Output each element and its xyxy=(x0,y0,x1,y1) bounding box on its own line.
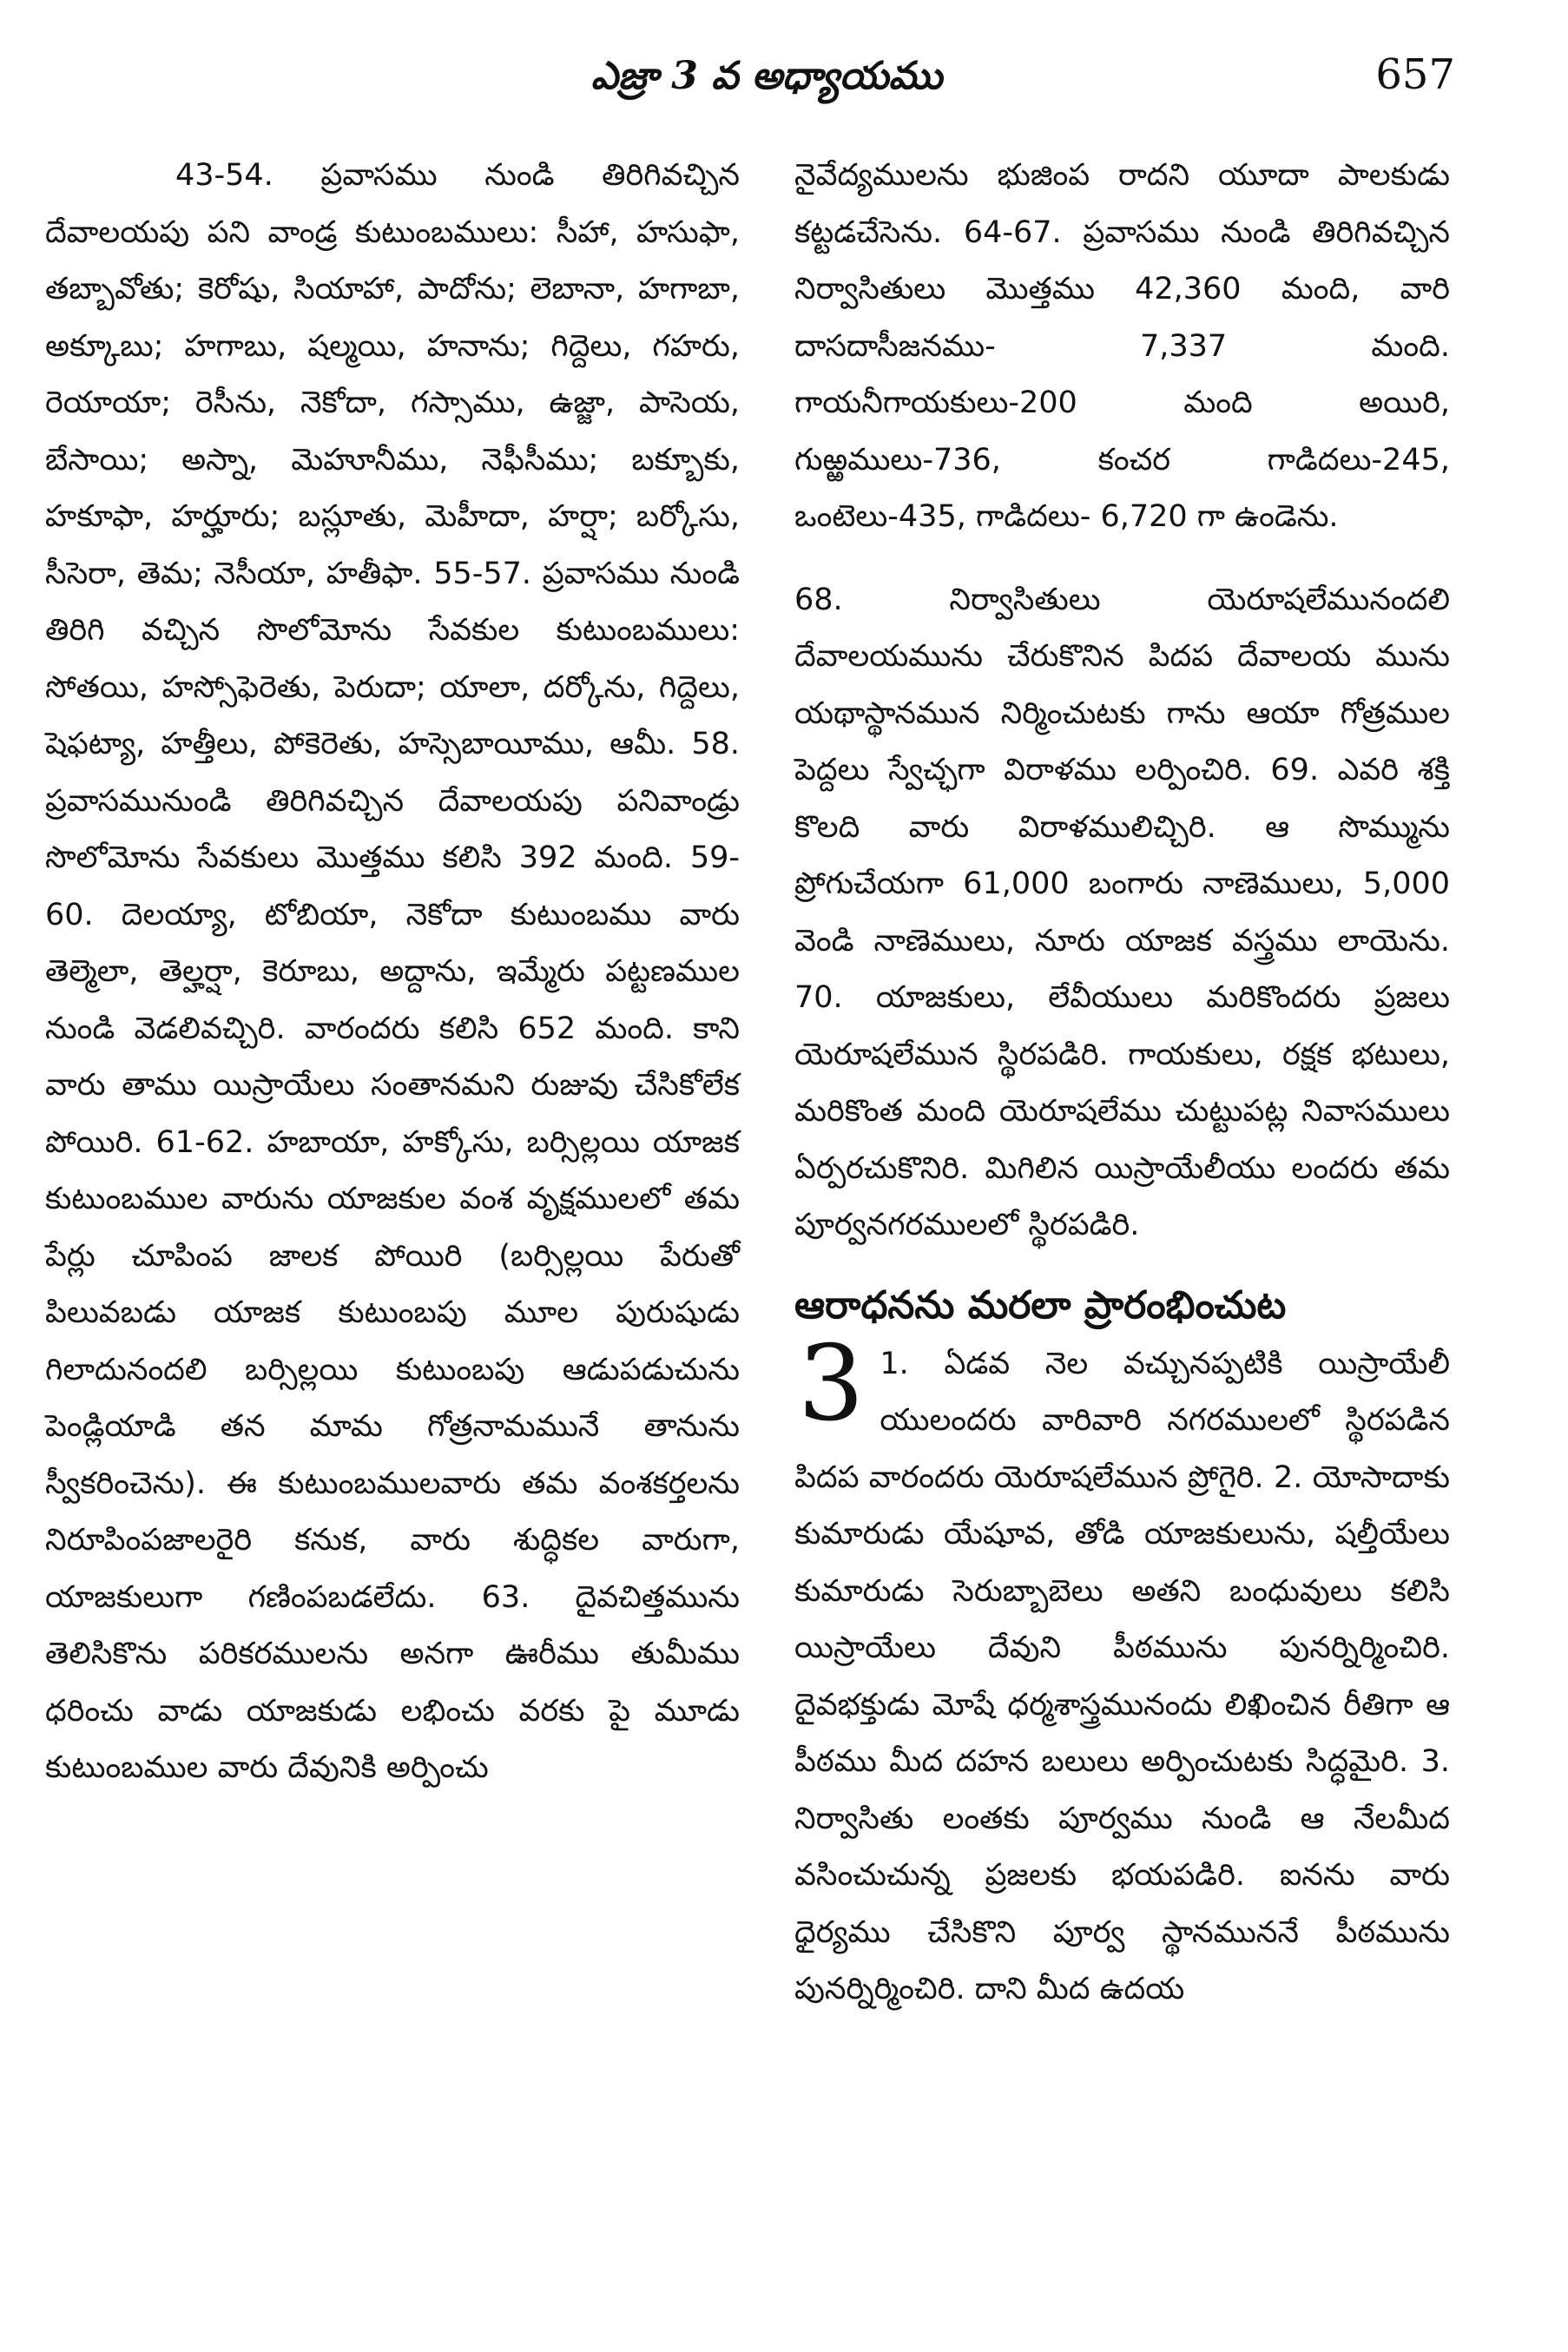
section-heading: ఆరాధనను మరలా ప్రారంభించుట xyxy=(794,1282,1287,1328)
page-number: 657 xyxy=(1375,50,1455,99)
paragraph-verses-63-67: నైవేద్యములను భుజింప రాదని యూదా పాలకుడు కట్టడచేసెను. 64-67. ప్రవాసము నుండి తిరిగివచ్చిన నిర్వాసితులు మొత్తము 42,360 మంది, వారి దాసదాసీజనము- 7,337 మంది. గాయనీగాయకులు-200 మంది అయిరి, గుఱ్ఱములు-736, కంచర గాడిదలు-245, ఒంటెలు-435, గాడిదలు- 6,720 గా ఉండెను. xyxy=(794,158,1450,534)
running-title: ఎజ్రా 3 వ అధ్యాయము xyxy=(590,54,943,98)
right-column xyxy=(794,148,1450,2019)
chapter-3-text: 1. ఏడవ నెల వచ్చునప్పటికి యిస్రాయేలీ యులందరు వారివారి నగరములలో స్థిరపడిన పిదప వారందరు యెరూషలేమున ప్రోగైరి. 2. యోసాదాకు కుమారుడు యేషూవ, తోడి యాజకులును, షల్తీయేలు కుమారుడు సెరుబ్బాబెలు అతని బంధువులు కలిసి యిస్రాయేలు దేవుని పీఠమును పునర్నిర్మించిరి. దైవభక్తుడు మోషే ధర్మశాస్త్రమునందు లిఖించిన రీతిగా ఆ పీఠము మీద దహన బలులు అర్పించుటకు సిద్ధమైరి. 3. నిర్వాసితు లంతకు పూర్వము నుండి ఆ నేలమీద వసించుచున్న ప్రజలకు భయపడిరి. ఐనను వారు ధైర్యము చేసికొని పూర్వ స్థానముననే పీఠమును పునర్నిర్మించిరి. దాని మీద ఉదయ xyxy=(794,1346,1450,2006)
paragraph-verses-68-70: 68. నిర్వాసితులు యెరూషలేమునందలి దేవాలయమును చేరుకొనిన పిదప దేవాలయ మును యథాస్థానమున నిర్మించుటకు గాను ఆయా గోత్రముల పెద్దలు స్వేచ్ఛగా విరాళము లర్పించిరి. 69. ఎవరి శక్తి కొలది వారు విరాళములిచ్చిరి. ఆ సొమ్మును ప్రోగుచేయగా 61,000 బంగారు నాణెములు, 5,000 వెండి నాణెములు, నూరు యాజక వస్త్రము లాయెను. 70. యాజకులు, లేవీయులు మరికొందరు ప్రజలు యెరూషలేమున స్థిరపడిరి. గాయకులు, రక్షక భటులు, మరికొంత మంది యెరూషలేము చుట్టుపట్ల నివాసములు ఏర్పరచుకొనిరి. మిగిలిన యిస్రాయేలీయు లందరు తమ పూర్వనగరములలో స్థిరపడిరి. xyxy=(794,582,1450,1242)
running-header xyxy=(78,38,1455,116)
left-column xyxy=(45,148,740,1797)
chapter-3-paragraph xyxy=(794,1323,1450,2019)
chapter-number-dropcap: 3 xyxy=(798,1323,865,1445)
paragraph-verses-43-63: 43-54. ప్రవాసము నుండి తిరిగివచ్చిన దేవాలయపు పని వాండ్ర కుటుంబములు: సీహా, హసుఫా, తబ్బావోతు; కెరోషు, సియాహా, పాదోను; లెబానా, హగాబా, అక్కూబు; హగాబు, షల్మయి, హనాను; గిద్దెలు, గహరు, రెయాయా; రెసీను, నెకోదా, గస్సాము, ఉజ్జా, పాసెయ, బేసాయి; అస్నా, మెహూనీము, నెఫీసీము; బక్బూకు, హకూఫా, హర్హూరు; బస్లూతు, మెహీదా, హర్షా; బర్కోసు, సీసెరా, తెమ; నెసీయా, హతీఫా. 55-57. ప్రవాసము నుండి తిరిగి వచ్చిన సొలోమోను సేవకుల కుటుంబములు: సోతయి, హస్సోఫెరెతు, పెరుదా; యాలా, దర్కోను, గిద్దెలు, షెఫట్యా, హత్తీలు, పోకెరెతు, హస్సెబాయీము, ఆమీ. 58. ప్రవాసమునుండి తిరిగివచ్చిన దేవాలయపు పనివాండ్రు సొలోమోను సేవకులు మొత్తము కలిసి 392 మంది. 59-60. దెలయ్యా, టోబియా, నెకోదా కుటుంబము వారు తెల్మెలా, తెల్హర్షా, కెరూబు, అద్దాను, ఇమ్మేరు పట్టణముల నుండి వెడలివచ్చిరి. వారందరు కలిసి 652 మంది. కాని వారు తాము యిస్రాయేలు సంతానమని రుజువు చేసికోలేక పోయిరి. 61-62. హబాయా, హక్కోసు, బర్సిల్లయి యాజక కుటుంబముల వారును యాజకుల వంశ వృక్షములలో తమ పేర్లు చూపింప జాలక పోయిరి (బర్సిల్లయి పేరుతో పిలువబడు యాజక కుటుంబపు మూల పురుషుడు గిలాదునందలి బర్సిల్లయి కుటుంబపు ఆడుపడుచును పెండ్లియాడి తన మామ గోత్రనామమునే తానును స్వీకరించెను). ఈ కుటుంబములవారు తమ వంశకర్తలను నిరూపింపజాలరైరి కనుక, వారు శుద్ధికల వారుగా, యాజకులుగా గణింపబడలేదు. 63. దైవచిత్తమును తెలిసికొను పరికరములను అనగా ఊరీము తుమీము ధరించు వాడు యాజకుడు లభించు వరకు పై మూడు కుటుంబముల వారు దేవునికి అర్పించు xyxy=(45,158,740,1785)
